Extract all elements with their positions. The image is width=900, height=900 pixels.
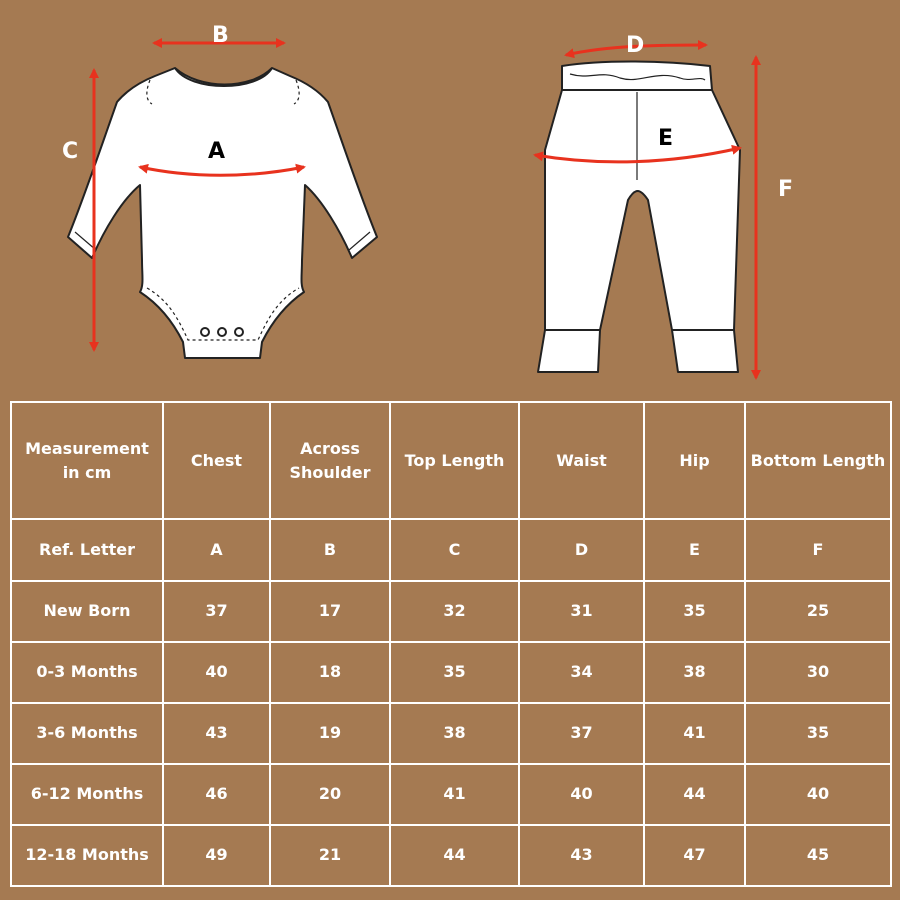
table-cell: 31 [519,581,644,642]
table-cell: 37 [519,703,644,764]
table-cell: 35 [390,642,519,703]
table-cell: 44 [390,825,519,886]
table-cell: 20 [270,764,390,825]
header-cell: Hip [644,402,745,519]
table-cell: 40 [163,642,270,703]
table-cell: 37 [163,581,270,642]
table-cell: 46 [163,764,270,825]
table-row [11,764,891,825]
table-row [11,825,891,886]
table-cell: 40 [519,764,644,825]
header-cell: Bottom Length [745,402,891,519]
table-cell: 3-6 Months [11,703,163,764]
table-header-row [11,402,891,519]
garment-diagram [0,0,900,390]
table-cell: 41 [644,703,745,764]
table-cell: 30 [745,642,891,703]
table-cell: D [519,519,644,580]
table-row [11,581,891,642]
table-cell: C [390,519,519,580]
label-a: A [208,139,226,164]
onesie-illustration [68,68,377,358]
label-d: D [626,33,645,58]
table-cell: 43 [519,825,644,886]
table-cell: E [644,519,745,580]
table-cell: 43 [163,703,270,764]
table-cell: 47 [644,825,745,886]
header-cell: Chest [163,402,270,519]
label-e: E [658,126,674,151]
table-cell: 38 [390,703,519,764]
header-cell: Top Length [390,402,519,519]
table-cell: 19 [270,703,390,764]
table-cell: 49 [163,825,270,886]
table-cell: Ref. Letter [11,519,163,580]
table-cell: 32 [390,581,519,642]
table-cell: A [163,519,270,580]
header-cell: Measurement in cm [11,402,163,519]
table-row [11,703,891,764]
table-cell: 17 [270,581,390,642]
label-f: F [778,177,794,202]
size-chart-table [10,401,892,887]
header-cell: Waist [519,402,644,519]
table-cell: 18 [270,642,390,703]
table-cell: 21 [270,825,390,886]
table-cell: 6-12 Months [11,764,163,825]
table-cell: 35 [644,581,745,642]
table-cell: F [745,519,891,580]
table-cell: 34 [519,642,644,703]
pants-illustration [538,62,740,373]
table-cell: 12-18 Months [11,825,163,886]
table-cell: 40 [745,764,891,825]
table-cell: 44 [644,764,745,825]
table-cell: B [270,519,390,580]
table-cell: 45 [745,825,891,886]
table-row [11,642,891,703]
table-cell: 0-3 Months [11,642,163,703]
table-cell: 35 [745,703,891,764]
table-cell: 38 [644,642,745,703]
table-cell: New Born [11,581,163,642]
label-b: B [212,23,229,48]
table-cell: 25 [745,581,891,642]
table-row [11,519,891,580]
label-c: C [62,139,79,164]
header-cell: Across Shoulder [270,402,390,519]
table-cell: 41 [390,764,519,825]
